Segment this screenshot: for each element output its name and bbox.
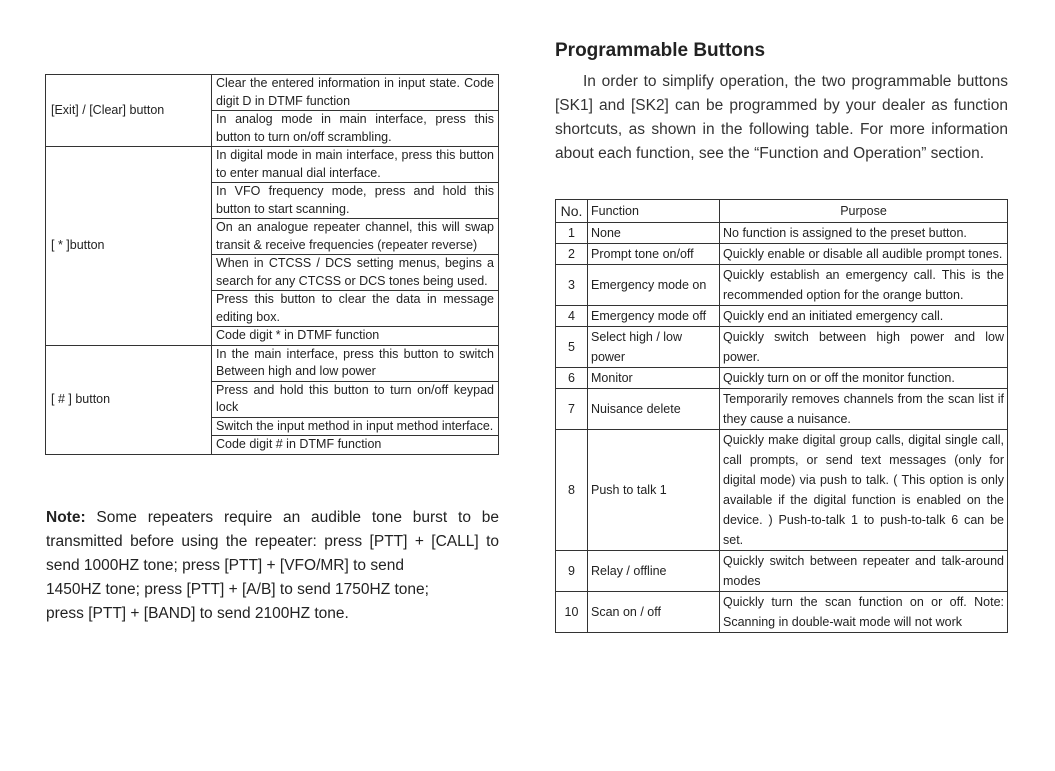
row-function: Emergency mode on	[588, 265, 720, 306]
table-row	[556, 244, 1008, 265]
table-row	[556, 551, 1008, 592]
note-label: Note:	[46, 509, 86, 526]
note-text: Some repeaters require an audible tone burst to be	[96, 509, 499, 526]
table-row	[46, 345, 499, 381]
row-purpose: Quickly turn on or off the monitor function.	[720, 368, 1008, 389]
key-description: On an analogue repeater channel, this will swap transit & receive frequencies (repeater reverse)	[212, 219, 499, 255]
table-body	[556, 223, 1008, 633]
note-line: transmitted before using the repeater: press [PTT] + [CALL] to	[46, 533, 499, 550]
table-row	[556, 223, 1008, 244]
key-label: [ # ] button	[46, 345, 212, 454]
section-title: Programmable Buttons	[555, 40, 766, 61]
button-functions-table	[45, 74, 499, 455]
repeater-tone-note	[46, 506, 499, 626]
programmable-buttons-table	[555, 199, 1008, 633]
row-number: 1	[556, 223, 588, 244]
row-number: 7	[556, 389, 588, 430]
row-number: 5	[556, 327, 588, 368]
row-function: Relay / offline	[588, 551, 720, 592]
column-header-function: Function	[588, 200, 720, 223]
key-description: Code digit # in DTMF function	[212, 436, 499, 455]
row-function: Prompt tone on/off	[588, 244, 720, 265]
row-function: Scan on / off	[588, 592, 720, 633]
table-row	[46, 147, 499, 183]
row-function: Monitor	[588, 368, 720, 389]
table-row	[556, 265, 1008, 306]
table-row	[46, 75, 499, 111]
column-header-purpose: Purpose	[720, 200, 1008, 223]
table-row	[556, 327, 1008, 368]
key-description: Switch the input method in input method interface.	[212, 417, 499, 436]
row-function: Push to talk 1	[588, 430, 720, 551]
row-purpose: No function is assigned to the preset button.	[720, 223, 1008, 244]
row-purpose: Quickly make digital group calls, digital single call, call prompts, or send text messages (only for digital mode) via push to talk. ( This option is only available if the digital function is enabled on the device. ) Push-to-talk 1 to push-to-talk 6 can be set.	[720, 430, 1008, 551]
table-row	[556, 368, 1008, 389]
row-purpose: Quickly establish an emergency call. This is the recommended option for the orange button.	[720, 265, 1008, 306]
row-number: 6	[556, 368, 588, 389]
row-function: Select high / low power	[588, 327, 720, 368]
row-function: Emergency mode off	[588, 306, 720, 327]
note-line: press [PTT] + [BAND] to send 2100HZ tone.	[46, 605, 349, 622]
table-row	[556, 430, 1008, 551]
table-row	[556, 592, 1008, 633]
row-purpose: Quickly end an initiated emergency call.	[720, 306, 1008, 327]
row-purpose: Quickly enable or disable all audible prompt tones.	[720, 244, 1008, 265]
table-row	[556, 389, 1008, 430]
row-number: 9	[556, 551, 588, 592]
row-number: 2	[556, 244, 588, 265]
note-line: send 1000HZ tone; press [PTT] + [VFO/MR] to send	[46, 557, 404, 574]
note-line: 1450HZ tone; press [PTT] + [A/B] to send 1750HZ tone;	[46, 581, 429, 598]
key-description: Code digit * in DTMF function	[212, 327, 499, 346]
key-description: Clear the entered information in input state. Code digit D in DTMF function	[212, 75, 499, 111]
table-row	[556, 306, 1008, 327]
row-function: None	[588, 223, 720, 244]
row-purpose: Quickly switch between high power and low power.	[720, 327, 1008, 368]
row-function: Nuisance delete	[588, 389, 720, 430]
row-number: 10	[556, 592, 588, 633]
note-line	[46, 506, 499, 530]
key-description: Press and hold this button to turn on/off keypad lock	[212, 381, 499, 417]
key-label: [Exit] / [Clear] button	[46, 75, 212, 147]
row-purpose: Temporarily removes channels from the scan list if they cause a nuisance.	[720, 389, 1008, 430]
key-description: In analog mode in main interface, press this button to turn on/off scrambling.	[212, 111, 499, 147]
column-header-no: No.	[556, 200, 588, 223]
key-description: When in CTCSS / DCS setting menus, begins a search for any CTCSS or DCS tones being used.	[212, 255, 499, 291]
key-description: In digital mode in main interface, press this button to enter manual dial interface.	[212, 147, 499, 183]
row-number: 3	[556, 265, 588, 306]
key-description: In the main interface, press this button to switch Between high and low power	[212, 345, 499, 381]
key-description: In VFO frequency mode, press and hold this button to start scanning.	[212, 183, 499, 219]
row-number: 8	[556, 430, 588, 551]
key-label: [ * ]button	[46, 147, 212, 346]
row-number: 4	[556, 306, 588, 327]
row-purpose: Quickly turn the scan function on or off. Note: Scanning in double-wait mode will not work	[720, 592, 1008, 633]
table-header-row	[556, 200, 1008, 223]
key-description: Press this button to clear the data in message editing box.	[212, 291, 499, 327]
row-purpose: Quickly switch between repeater and talk-around modes	[720, 551, 1008, 592]
intro-paragraph: In order to simplify operation, the two programmable buttons [SK1] and [SK2] can be programmed by your dealer as function shortcuts, as shown in the following table. For more information about each function, see the “Function and Operation” section.	[555, 73, 1008, 162]
